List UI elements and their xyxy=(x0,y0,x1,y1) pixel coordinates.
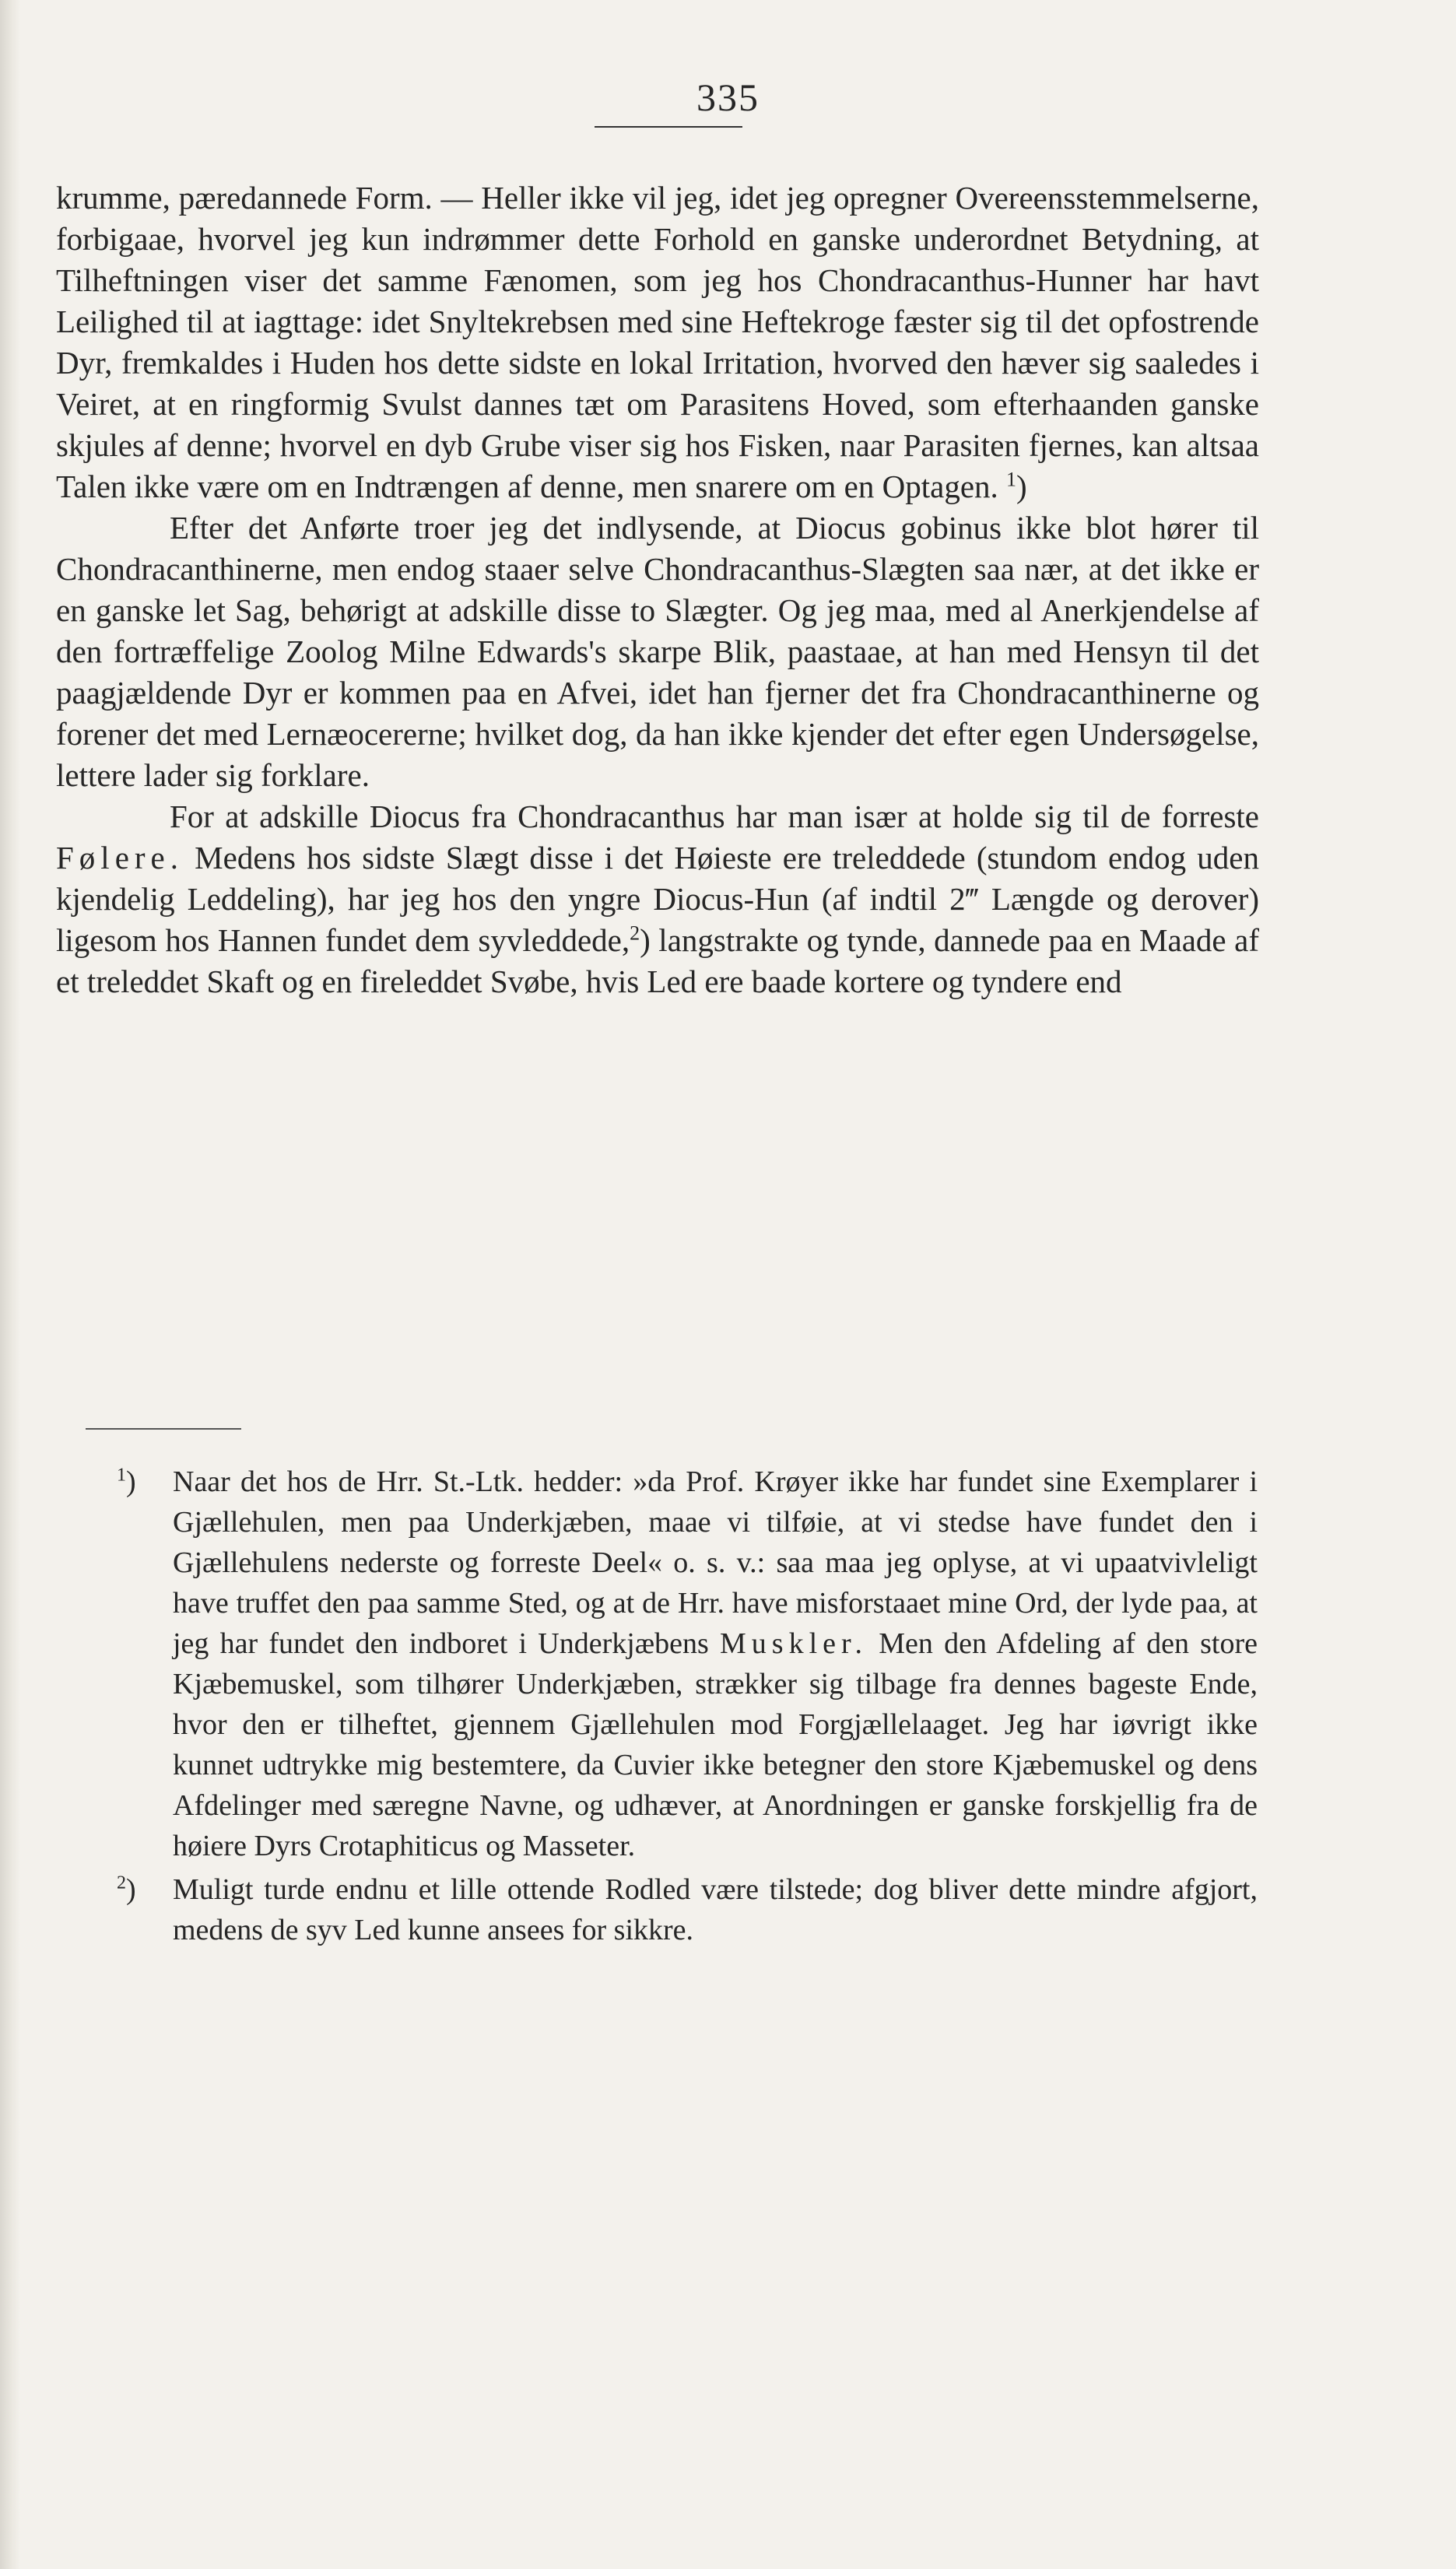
main-text xyxy=(56,177,1259,1002)
footnote-1-text-b: Men den Afdeling af den store Kjæbemuskel, som tilhører Underkjæben, strækker sig tilbage fra dennes bageste Ende, hvor den er tilheftet, gjennem Gjællehulen mod Forgjællelaaget. Jeg har iøvrigt ikke kunnet udtrykke mig bestemtere, da Cuvier ikke betegner den store Kjæbemuskel og dens Afdelinger med særegne Navne, og udhæver, at Anordningen er ganske forskjellig fra de høiere Dyrs Crotaphiticus og Masseter. xyxy=(173,1627,1258,1862)
footnote-1-paren: ) xyxy=(126,1465,136,1498)
paragraph-3-text-b: Medens hos sidste Slægt disse i det Høieste ere treleddede (stundom endog uden kjendelig Leddeling), har jeg hos den yngre Diocus-Hun (af indtil 2‴ Længde og derover) ligesom hos Hannen fundet dem syvleddede, xyxy=(56,840,1260,958)
paragraph-2: Efter det Anførte troer jeg det indlysende, at Diocus gobinus ikke blot hører til Chondracanthinerne, men endog staaer selve Chondracanthus-Slægten saa nær, at det ikke er en ganske let Sag, behørigt at adskille disse to Slægter. Og jeg maa, med al Anerkjendelse af den fortræffelige Zoolog Milne Edwards's skarpe Blik, paastaae, at han med Hensyn til det paagjældende Dyr er kommen paa en Afvei, idet han fjerner det fra Chondracanthinerne og forener det med Lernæocererne; hvilket dog, da han ikke kjender det efter egen Undersøgelse, lettere lader sig forklare. xyxy=(56,510,1259,793)
paragraph-3-text-c: ) langstrakte og tynde, dannede paa en Maade af et treleddet Skaft og en fireleddet Svøbe, hvis Led ere baade kortere og tyndere end xyxy=(56,922,1259,999)
paragraph-1 xyxy=(56,177,1259,507)
footnote-ref-2: 2 xyxy=(630,921,640,945)
footnote-1-number: 1 xyxy=(117,1465,126,1486)
footnotes xyxy=(117,1462,1258,1953)
footnote-1-text-a: Naar det hos de Hrr. St.-Ltk. hedder: »da Prof. Krøyer ikke har fundet sine Exemplarer i Gjællehulen, men paa Underkjæben, maae vi tilføie, at vi stedse have fundet den i Gjællehulens nederste og forreste Deel« o. s. v.: saa maa jeg oplyse, at vi upaatvivleligt have truffet den paa samme Sted, og at de Hrr. have misforstaaet mine Ord, der lyde paa, at jeg har fundet den indboret i Underkjæbens xyxy=(173,1465,1258,1660)
page-number: 335 xyxy=(696,75,760,119)
page-binding-edge xyxy=(0,0,20,2569)
footnote-2-paren: ) xyxy=(126,1873,136,1906)
footnote-ref-1: 1 xyxy=(1006,468,1017,491)
footnote-ref-1-paren: ) xyxy=(1016,469,1027,504)
footnote-1-mark xyxy=(117,1462,136,1502)
page-number-rule xyxy=(595,126,742,128)
footnote-1 xyxy=(117,1462,1258,1866)
paragraph-3 xyxy=(56,796,1259,1002)
footnote-2 xyxy=(117,1869,1258,1950)
footnote-2-mark xyxy=(117,1869,136,1910)
paragraph-3-text-a: For at adskille Diocus fra Chondracanthus har man især at holde sig til de forreste xyxy=(170,798,1259,834)
footnote-1-spaced-word: Muskler. xyxy=(720,1627,868,1660)
paragraph-1-text: krumme, pæredannede Form. — Heller ikke vil jeg, idet jeg opregner Overeensstemmelserne, forbigaae, hvorvel jeg kun indrømmer dette Forhold en ganske underordnet Betydning, at Tilheftningen viser det samme Fænomen, som jeg hos Chondracanthus-Hunner har havt Leilighed til at iagttage: idet Snyltekrebsen med sine Heftekroge fæster sig til det opfostrende Dyr, fremkaldes i Huden hos dette sidste en lokal Irritation, hvorved den hæver sig saaledes i Veiret, at en ringformig Svulst dannes tæt om Parasitens Hoved, som efterhaanden ganske skjules af denne; hvorvel en dyb Grube viser sig hos Fisken, naar Parasiten fjernes, kan altsaa Talen ikke være om en Indtrængen af denne, men snarere om en Optagen. xyxy=(56,180,1259,504)
paragraph-3-spaced-word: Følere. xyxy=(56,840,184,876)
footnote-separator xyxy=(86,1428,241,1430)
footnote-2-text-a: Muligt turde endnu et lille ottende Rodled være tilstede; dog bliver dette mindre afgjort, medens de syv Led kunne ansees for sikkre. xyxy=(173,1873,1258,1946)
footnote-2-number: 2 xyxy=(117,1872,126,1893)
